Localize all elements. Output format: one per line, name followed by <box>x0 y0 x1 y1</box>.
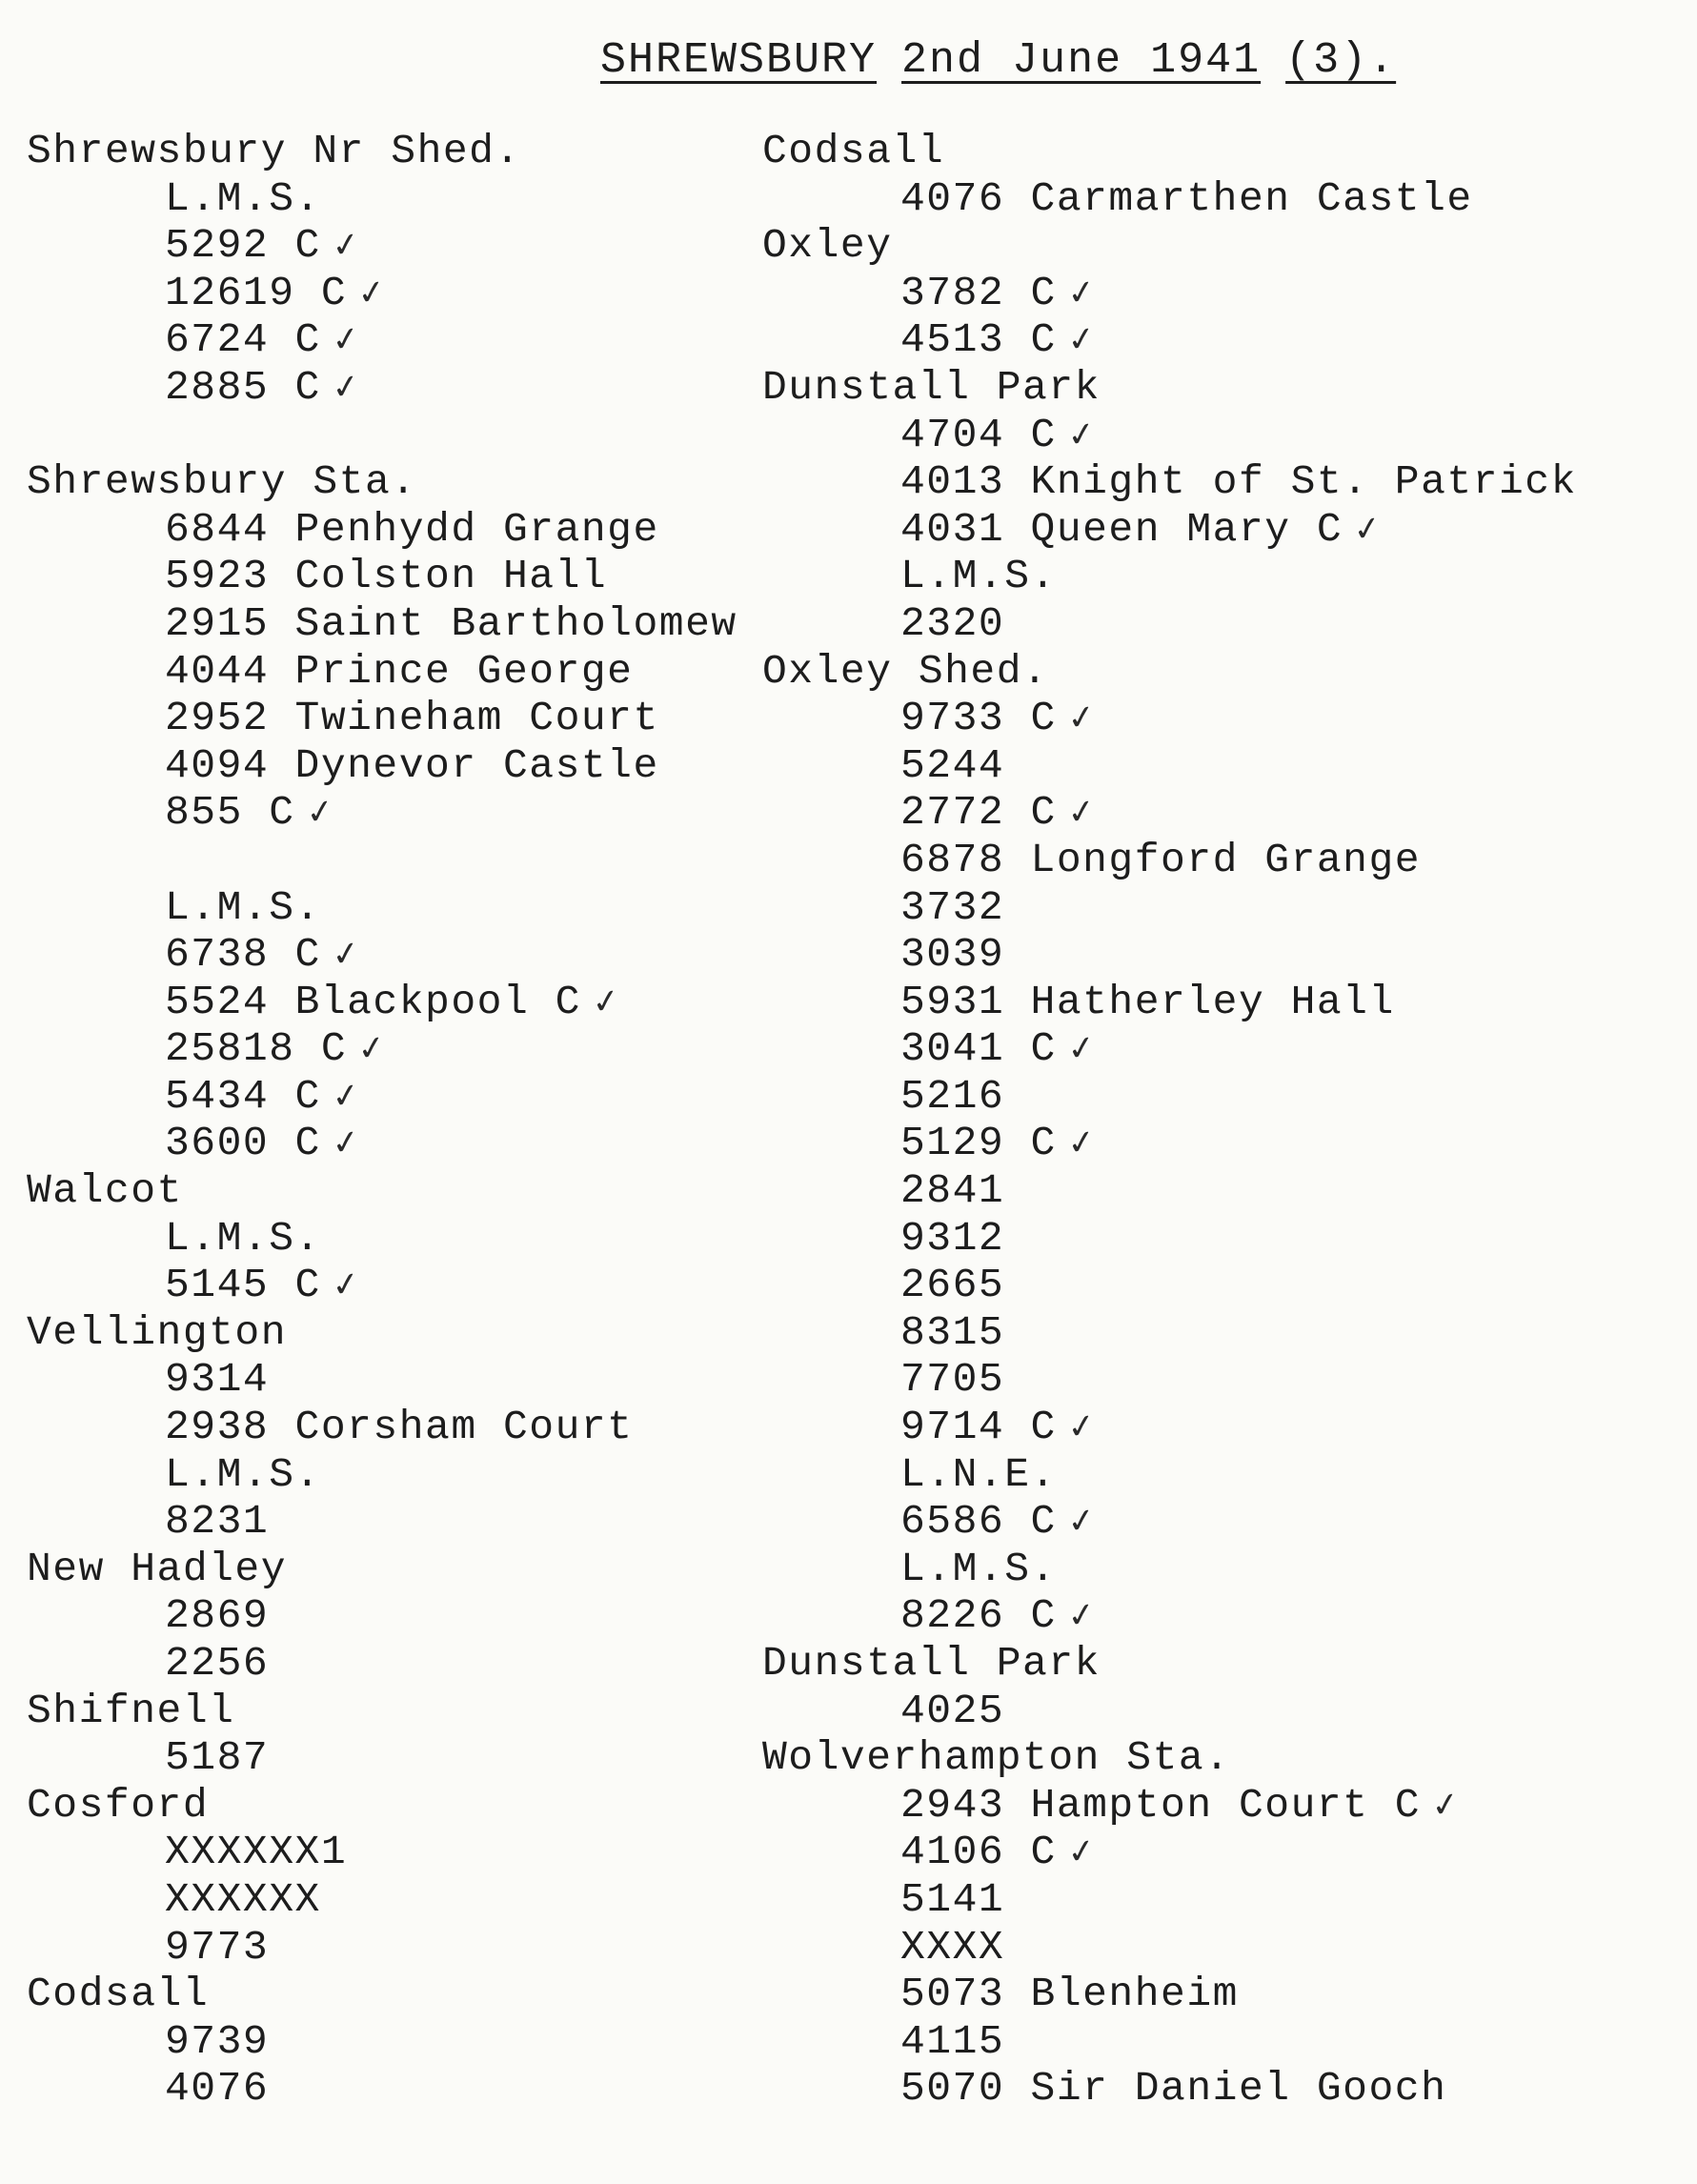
locomotive-entry <box>762 1073 1677 1121</box>
locomotive-entry <box>762 1309 1677 1357</box>
check-mark-icon: ✓ <box>1066 1830 1098 1877</box>
entry-text: 9312 <box>900 1214 1005 1262</box>
locomotive-entry <box>762 2065 1677 2113</box>
locomotive-entry <box>27 1640 770 1688</box>
entry-text: Shrewsbury Nr Shed. <box>27 128 521 174</box>
entry-text: Codsall <box>762 128 945 174</box>
locomotive-entry <box>762 1592 1677 1640</box>
locomotive-entry <box>27 316 770 364</box>
entry-text: 2256 <box>165 1640 270 1687</box>
location-heading <box>27 1971 770 2018</box>
locomotive-entry <box>27 789 770 837</box>
entry-text: 5216 <box>900 1072 1005 1120</box>
locomotive-entry <box>762 1451 1677 1499</box>
check-mark-icon: ✓ <box>1066 791 1098 838</box>
entry-text: 3732 <box>900 883 1005 931</box>
entry-text: 2943 Hampton Court C <box>900 1781 1422 1829</box>
check-mark-icon: ✓ <box>1066 1594 1098 1641</box>
check-mark-icon: ✓ <box>331 1075 362 1122</box>
check-mark-icon: ✓ <box>1066 1027 1098 1074</box>
entry-text: Codsall <box>27 1971 210 2018</box>
locomotive-entry <box>762 175 1677 223</box>
entry-text: 5187 <box>165 1734 270 1782</box>
entry-text: 5070 Sir Daniel Gooch <box>900 2065 1447 2113</box>
location-heading <box>27 458 770 506</box>
entry-text: 4044 Prince George <box>165 647 634 695</box>
locomotive-entry <box>27 1215 770 1263</box>
locomotive-entry <box>762 1498 1677 1546</box>
locomotive-entry <box>762 1262 1677 1309</box>
check-mark-icon: ✓ <box>331 318 362 365</box>
location-heading <box>762 1734 1677 1782</box>
entry-text: Shrewsbury Sta. <box>27 458 417 506</box>
location-heading <box>27 128 770 175</box>
entry-text: 9733 C <box>900 695 1057 742</box>
locomotive-entry <box>762 458 1677 506</box>
entry-text: 3041 C <box>900 1025 1057 1073</box>
locomotive-entry <box>27 1025 770 1073</box>
locomotive-entry <box>27 364 770 412</box>
check-mark-icon: ✓ <box>1066 272 1098 318</box>
header-page-number: (3). <box>1285 36 1397 85</box>
locomotive-entry <box>762 412 1677 459</box>
locomotive-entry <box>27 695 770 742</box>
location-heading <box>762 128 1677 175</box>
locomotive-entry <box>27 270 770 317</box>
locomotive-entry <box>27 1498 770 1546</box>
entry-text: 5129 C <box>900 1120 1057 1167</box>
check-mark-icon: ✓ <box>1066 414 1098 460</box>
locomotive-entry <box>27 1592 770 1640</box>
locomotive-entry <box>762 1782 1677 1830</box>
check-mark-icon: ✓ <box>1066 1500 1098 1547</box>
locomotive-entry <box>762 1215 1677 1263</box>
entry-text: Cosford <box>27 1781 210 1829</box>
locomotive-entry <box>27 1734 770 1782</box>
check-mark-icon: ✓ <box>331 1122 362 1169</box>
locomotive-entry <box>762 1688 1677 1735</box>
entry-text: L.M.S. <box>165 1214 321 1262</box>
location-heading <box>27 1309 770 1357</box>
entry-text: L.M.S. <box>900 553 1057 600</box>
locomotive-entry <box>762 1120 1677 1167</box>
locomotive-entry <box>27 2018 770 2066</box>
check-mark-icon: ✓ <box>1353 508 1384 555</box>
locomotive-entry <box>27 1120 770 1167</box>
entry-text: Vellington <box>27 1308 288 1356</box>
entry-text: 4025 <box>900 1687 1005 1734</box>
entry-text: L.N.E. <box>900 1450 1057 1498</box>
blank-line <box>27 837 770 884</box>
locomotive-entry <box>27 931 770 979</box>
entry-text: 5141 <box>900 1875 1005 1923</box>
locomotive-entry <box>27 1262 770 1309</box>
entry-text: 2772 C <box>900 789 1057 837</box>
locomotive-entry <box>27 1404 770 1451</box>
entry-text: 8231 <box>165 1498 270 1546</box>
locomotive-entry <box>27 1876 770 1924</box>
entry-text: 5524 Blackpool C <box>165 978 581 1025</box>
entry-text: 4076 <box>165 2065 270 2113</box>
entry-text: 3782 C <box>900 269 1057 316</box>
entry-text: L.M.S. <box>165 1450 321 1498</box>
entry-text: New Hadley <box>27 1545 288 1592</box>
entry-text: 2885 C <box>165 363 321 411</box>
entry-text: 4076 Carmarthen Castle <box>900 174 1473 222</box>
locomotive-entry <box>27 979 770 1026</box>
locomotive-entry <box>762 270 1677 317</box>
locomotive-entry <box>762 600 1677 648</box>
locomotive-entry <box>27 1356 770 1404</box>
entry-text: 4106 C <box>900 1829 1057 1876</box>
entry-text: 2938 Corsham Court <box>165 1404 634 1451</box>
entry-text: 12619 C <box>165 269 348 316</box>
location-heading <box>762 222 1677 270</box>
check-mark-icon: ✓ <box>331 224 362 271</box>
locomotive-entry <box>27 506 770 554</box>
entry-text: Oxley <box>762 222 893 270</box>
locomotive-entry <box>762 884 1677 932</box>
right-column <box>762 128 1677 2113</box>
entry-text: 2952 Twineham Court <box>165 695 659 742</box>
entry-text: 3600 C <box>165 1120 321 1167</box>
entry-text: 8226 C <box>900 1592 1057 1640</box>
locomotive-entry <box>27 884 770 932</box>
locomotive-entry <box>762 506 1677 554</box>
check-mark-icon: ✓ <box>1066 697 1098 743</box>
entry-text: 9739 <box>165 2017 270 2065</box>
location-heading <box>762 364 1677 412</box>
entry-text: 4704 C <box>900 411 1057 458</box>
entry-text: 9314 <box>165 1356 270 1404</box>
check-mark-icon: ✓ <box>331 366 362 413</box>
locomotive-entry <box>762 789 1677 837</box>
entry-text: Dunstall Park <box>762 1640 1101 1687</box>
locomotive-entry <box>27 1924 770 1972</box>
entry-text: 6738 C <box>165 931 321 979</box>
locomotive-entry <box>762 1546 1677 1593</box>
entry-text: 4513 C <box>900 316 1057 364</box>
entry-text: 5073 Blenheim <box>900 1971 1239 2018</box>
entry-text: L.M.S. <box>900 1545 1057 1592</box>
locomotive-entry <box>762 553 1677 600</box>
locomotive-entry <box>762 979 1677 1026</box>
check-mark-icon: ✓ <box>357 1027 388 1074</box>
entry-text: 5292 C <box>165 222 321 270</box>
entry-text: 4013 Knight of St. Patrick <box>900 458 1577 506</box>
check-mark-icon: ✓ <box>357 272 388 318</box>
entry-text: 9714 C <box>900 1404 1057 1451</box>
locomotive-entry <box>27 2065 770 2113</box>
locomotive-entry <box>762 931 1677 979</box>
entry-text: 5145 C <box>165 1262 321 1309</box>
entry-text: 855 C <box>165 789 295 837</box>
location-heading <box>762 648 1677 696</box>
check-mark-icon: ✓ <box>331 1264 362 1310</box>
entry-text: 4094 Dynevor Castle <box>165 741 659 789</box>
locomotive-entry <box>27 1073 770 1121</box>
locomotive-entry <box>762 316 1677 364</box>
locomotive-entry <box>762 1167 1677 1215</box>
entry-text: 6586 C <box>900 1498 1057 1546</box>
locomotive-entry <box>762 1971 1677 2018</box>
entry-text: 5244 <box>900 741 1005 789</box>
locomotive-entry <box>762 1924 1677 1972</box>
locomotive-entry <box>27 175 770 223</box>
locomotive-entry <box>27 1829 770 1876</box>
entry-text: Dunstall Park <box>762 363 1101 411</box>
entry-text: 8315 <box>900 1308 1005 1356</box>
entry-text: 3039 <box>900 931 1005 979</box>
locomotive-entry <box>762 742 1677 790</box>
entry-text: 2320 <box>900 599 1005 647</box>
left-column <box>27 128 770 2113</box>
check-mark-icon: ✓ <box>1066 318 1098 365</box>
entry-text: 2665 <box>900 1262 1005 1309</box>
locomotive-entry <box>27 553 770 600</box>
entry-text: 25818 C <box>165 1025 348 1073</box>
locomotive-entry <box>762 1025 1677 1073</box>
header-place: SHREWSBURY <box>600 36 878 85</box>
check-mark-icon: ✓ <box>591 981 622 1027</box>
locomotive-entry <box>27 648 770 696</box>
entry-text: 9773 <box>165 1923 270 1971</box>
entry-text: 5931 Hatherley Hall <box>900 978 1395 1025</box>
check-mark-icon: ✓ <box>1066 1405 1098 1452</box>
locomotive-entry <box>762 1829 1677 1876</box>
entry-text: 2841 <box>900 1167 1005 1215</box>
entry-text: 6878 Longford Grange <box>900 836 1422 883</box>
entry-text: Wolverhampton Sta. <box>762 1734 1231 1782</box>
entry-text: 7705 <box>900 1356 1005 1404</box>
locomotive-entry <box>27 742 770 790</box>
locomotive-entry <box>762 2018 1677 2066</box>
location-heading <box>27 1546 770 1593</box>
locomotive-entry <box>762 1356 1677 1404</box>
check-mark-icon: ✓ <box>305 791 336 838</box>
entry-text: 4115 <box>900 2017 1005 2065</box>
entry-text: L.M.S. <box>165 883 321 931</box>
location-heading <box>762 1640 1677 1688</box>
locomotive-entry <box>27 1451 770 1499</box>
locomotive-entry <box>762 837 1677 884</box>
page-header <box>600 36 1421 85</box>
entry-text: 5434 C <box>165 1072 321 1120</box>
header-date: 2nd June 1941 <box>901 36 1262 85</box>
entry-text: 6844 Penhydd Grange <box>165 505 659 553</box>
blank-line <box>27 412 770 459</box>
entry-text: 4031 Queen Mary C <box>900 505 1343 553</box>
entry-text: 5923 Colston Hall <box>165 553 608 600</box>
entry-text: 2915 Saint Bartholomew <box>165 599 737 647</box>
entry-text: XXXXXX <box>165 1875 321 1923</box>
entry-text: XXXX <box>900 1923 1005 1971</box>
entry-text: Walcot <box>27 1167 183 1215</box>
locomotive-entry <box>762 1876 1677 1924</box>
locomotive-entry <box>762 695 1677 742</box>
entry-text: L.M.S. <box>165 174 321 222</box>
entry-text: Shifnell <box>27 1687 235 1734</box>
entry-text: XXXXXX1 <box>165 1829 348 1876</box>
locomotive-entry <box>27 600 770 648</box>
locomotive-entry <box>762 1404 1677 1451</box>
check-mark-icon: ✓ <box>1431 1784 1462 1830</box>
location-heading <box>27 1782 770 1830</box>
check-mark-icon: ✓ <box>1066 1122 1098 1169</box>
check-mark-icon: ✓ <box>331 933 362 980</box>
location-heading <box>27 1167 770 1215</box>
entry-text: 6724 C <box>165 316 321 364</box>
location-heading <box>27 1688 770 1735</box>
entry-text: 2869 <box>165 1592 270 1640</box>
entry-text: Oxley Shed. <box>762 647 1049 695</box>
locomotive-entry <box>27 222 770 270</box>
